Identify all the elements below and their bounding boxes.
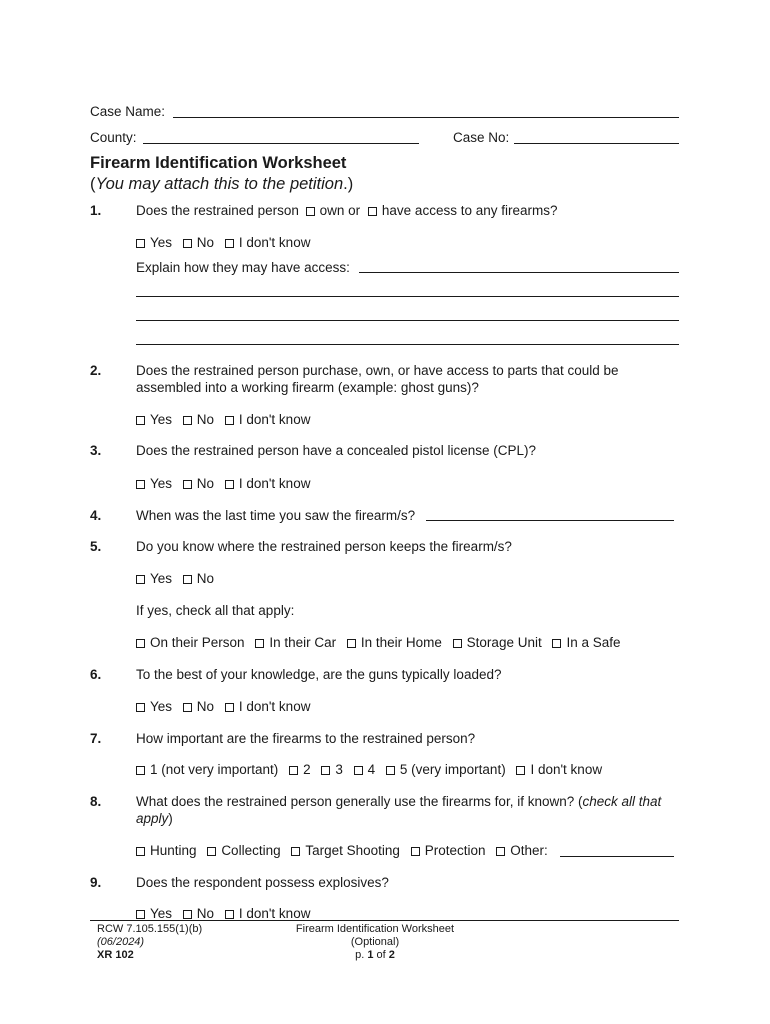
checkbox[interactable] [136,575,145,584]
checkbox[interactable] [255,639,264,648]
checkbox[interactable] [183,910,192,919]
question-1-options: Yes No I don't know [136,235,317,250]
explain-line[interactable] [136,296,679,297]
question-2-line2: assembled into a working firearm (example: ghost guns)? [136,380,479,395]
footer-date: (06/2024) [97,936,145,948]
question-7-options: 1 (not very important) 2 3 4 5 (very important) I don't know [136,762,609,777]
checkbox[interactable] [136,910,145,919]
checkbox[interactable] [516,766,525,775]
case-no-label: Case No: [453,130,510,145]
question-number: 7. [90,731,102,746]
checkbox[interactable] [136,703,145,712]
question-number: 2. [90,363,102,378]
question-6-options: Yes No I don't know [136,699,317,714]
question-3-text: Does the restrained person have a concealed pistol license (CPL)? [136,443,536,458]
explain-field[interactable] [359,272,679,273]
question-9-options: Yes No I don't know [136,906,317,921]
question-1-text: Does the restrained person own or have access to any firearms? [136,203,558,218]
location-options: On their Person In their Car In their Home Storage Unit In a Safe [136,635,628,650]
question-5-text: Do you know where the restrained person keeps the firearm/s? [136,539,512,554]
explain-label: Explain how they may have access: [136,260,350,275]
checkbox[interactable] [207,847,216,856]
footer-page-number: p. 1 of 2 [355,949,395,961]
checkbox[interactable] [453,639,462,648]
question-5-options: Yes No [136,571,221,586]
other-use-field[interactable] [560,856,674,857]
checkbox[interactable] [183,239,192,248]
page-title: Firearm Identification Worksheet [90,154,347,172]
footer-optional: (Optional) [350,936,400,948]
checkbox[interactable] [183,575,192,584]
last-seen-field[interactable] [426,520,674,521]
question-number: 9. [90,875,102,890]
question-2-line1: Does the restrained person purchase, own, or have access to parts that could be [136,363,619,378]
explain-line[interactable] [136,344,679,345]
checkbox[interactable] [183,416,192,425]
case-name-label: Case Name: [90,104,166,119]
checkbox[interactable] [183,480,192,489]
page-subtitle: (You may attach this to the petition.) [90,175,354,193]
access-checkbox[interactable] [368,207,377,216]
checkbox[interactable] [136,480,145,489]
checkbox[interactable] [225,239,234,248]
checkbox[interactable] [136,416,145,425]
question-8-line2: apply) [136,811,173,826]
explain-line[interactable] [136,320,679,321]
own-checkbox[interactable] [306,207,315,216]
question-3-options: Yes No I don't know [136,476,317,491]
checkbox[interactable] [347,639,356,648]
question-4-text: When was the last time you saw the firearm/s? [136,508,416,523]
checkbox[interactable] [225,480,234,489]
question-number: 6. [90,667,102,682]
question-6-text: To the best of your knowledge, are the guns typically loaded? [136,667,502,682]
checkbox[interactable] [225,910,234,919]
checkbox[interactable] [225,703,234,712]
question-number: 8. [90,794,102,809]
if-yes-label: If yes, check all that apply: [136,603,295,618]
footer-rcw: RCW 7.105.155(1)(b) [97,923,203,935]
footer-form-number: XR 102 [97,949,134,961]
question-number: 1. [90,203,102,218]
question-number: 4. [90,508,102,523]
checkbox[interactable] [552,639,561,648]
checkbox[interactable] [136,847,145,856]
checkbox[interactable] [136,639,145,648]
checkbox[interactable] [496,847,505,856]
checkbox[interactable] [136,766,145,775]
checkbox[interactable] [291,847,300,856]
county-field[interactable] [143,143,419,144]
question-8-line1: What does the restrained person generally use the firearms for, if known? (check all that [136,794,662,809]
checkbox[interactable] [289,766,298,775]
footer-title: Firearm Identification Worksheet [295,923,455,935]
question-7-text: How important are the firearms to the restrained person? [136,731,476,746]
checkbox[interactable] [136,239,145,248]
case-no-field[interactable] [514,143,679,144]
question-8-options: Hunting Collecting Target Shooting Protection Other: [136,843,555,858]
question-2-options: Yes No I don't know [136,412,317,427]
checkbox[interactable] [354,766,363,775]
checkbox[interactable] [225,416,234,425]
county-label: County: [90,130,137,145]
question-number: 3. [90,443,102,458]
checkbox[interactable] [321,766,330,775]
question-number: 5. [90,539,102,554]
checkbox[interactable] [386,766,395,775]
checkbox[interactable] [411,847,420,856]
question-9-text: Does the respondent possess explosives? [136,875,389,890]
case-name-field[interactable] [173,117,679,118]
footer-divider [90,920,679,921]
checkbox[interactable] [183,703,192,712]
